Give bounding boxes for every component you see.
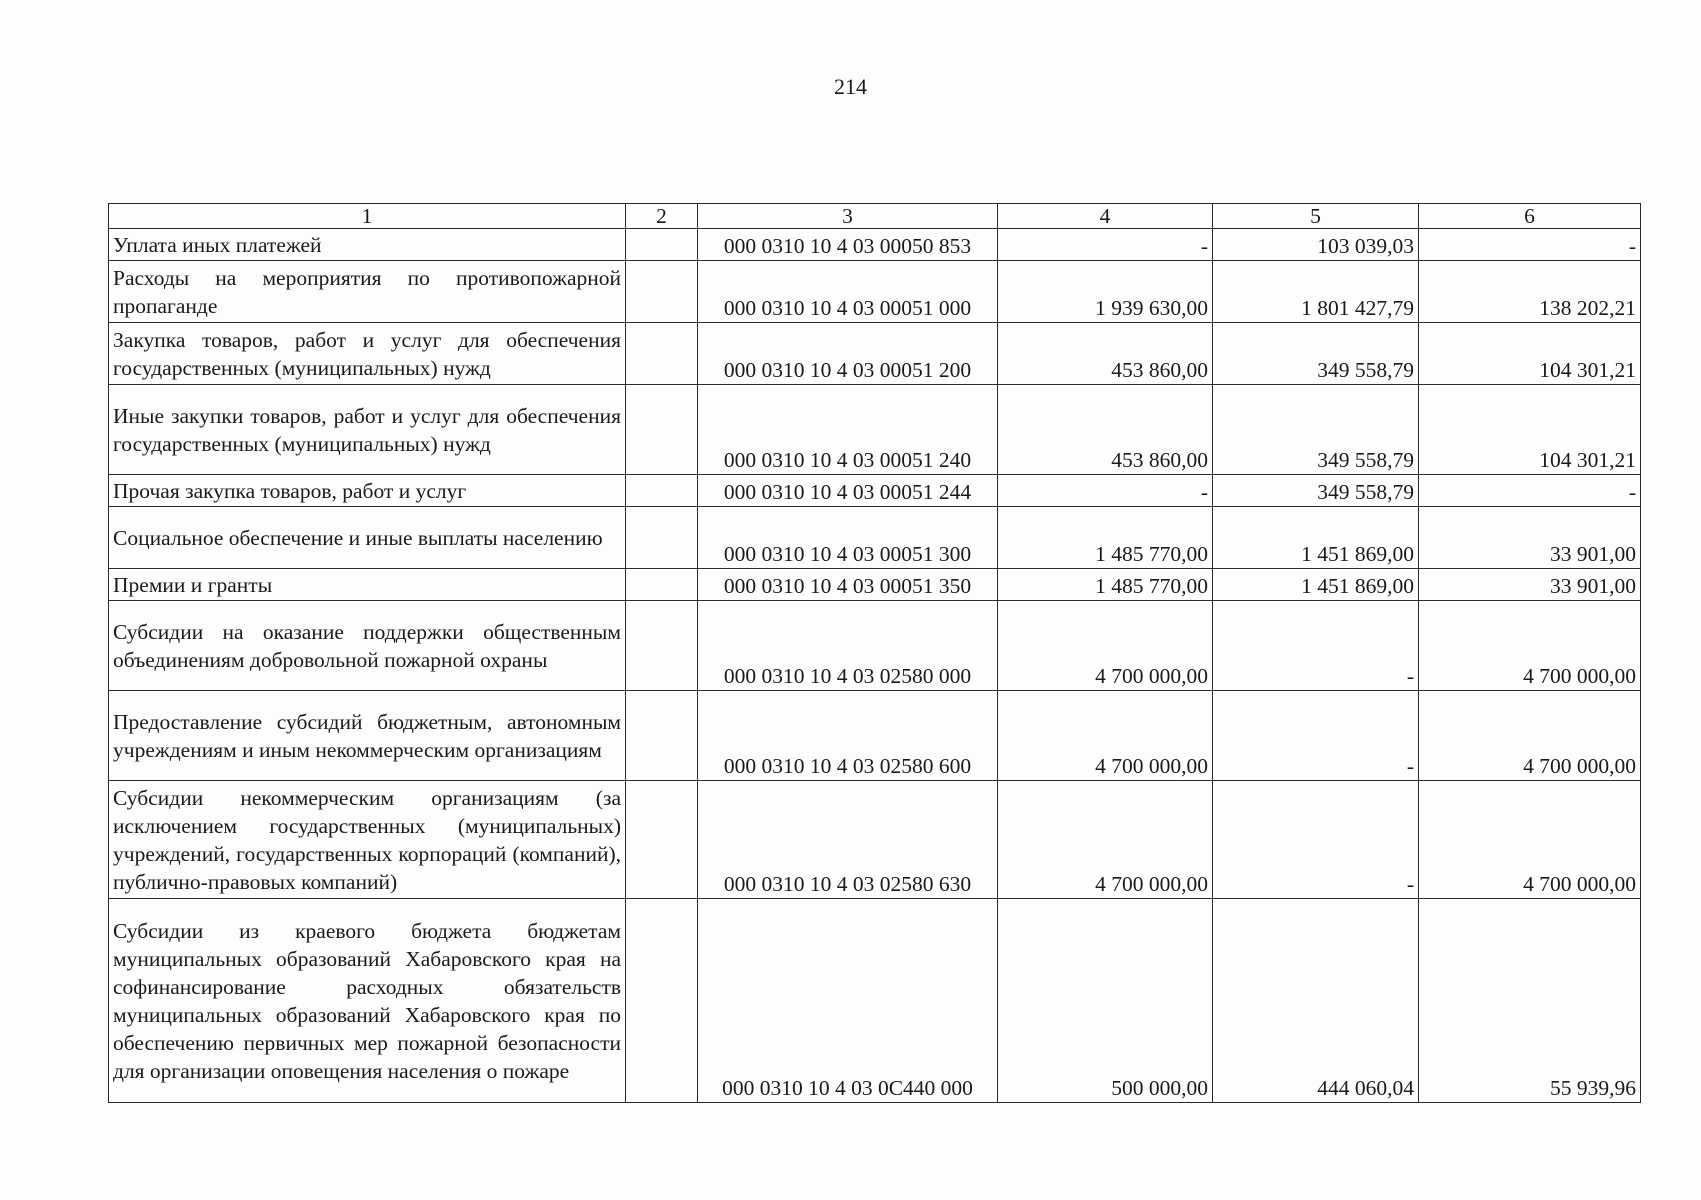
row-value-4: 453 860,00 (998, 323, 1213, 385)
row-value-6: 4 700 000,00 (1419, 691, 1641, 781)
row-value-4: 1 485 770,00 (998, 569, 1213, 601)
row-value-5: 349 558,79 (1213, 385, 1419, 475)
row-value-4: 4 700 000,00 (998, 691, 1213, 781)
row-value-4: 4 700 000,00 (998, 781, 1213, 899)
table-row (109, 691, 1641, 781)
table-row (109, 229, 1641, 261)
row-col2 (626, 261, 698, 323)
row-value-4: 1 485 770,00 (998, 507, 1213, 569)
row-col2 (626, 229, 698, 261)
row-name: Иные закупки товаров, работ и услуг для обеспечения государственных (муниципальных) нужд (109, 385, 626, 475)
row-value-4: - (998, 475, 1213, 507)
table-row (109, 569, 1641, 601)
budget-table (108, 203, 1641, 1103)
row-value-6: - (1419, 475, 1641, 507)
row-code: 000 0310 10 4 03 00050 853 (698, 229, 998, 261)
row-value-5: 444 060,04 (1213, 899, 1419, 1103)
header-col-4: 4 (998, 204, 1213, 229)
row-value-6: 104 301,21 (1419, 385, 1641, 475)
row-value-4: 453 860,00 (998, 385, 1213, 475)
row-col2 (626, 691, 698, 781)
row-name: Расходы на мероприятия по противопожарной пропаганде (109, 261, 626, 323)
row-value-6: - (1419, 229, 1641, 261)
row-value-6: 55 939,96 (1419, 899, 1641, 1103)
row-name: Прочая закупка товаров, работ и услуг (109, 475, 626, 507)
row-col2 (626, 569, 698, 601)
table-row (109, 781, 1641, 899)
row-col2 (626, 507, 698, 569)
row-name: Премии и гранты (109, 569, 626, 601)
row-col2 (626, 385, 698, 475)
header-col-3: 3 (698, 204, 998, 229)
row-name: Субсидии на оказание поддержки общественным объединениям добровольной пожарной охраны (109, 601, 626, 691)
row-col2 (626, 601, 698, 691)
row-name: Социальное обеспечение и иные выплаты населению (109, 507, 626, 569)
row-value-5: 349 558,79 (1213, 475, 1419, 507)
row-code: 000 0310 10 4 03 02580 600 (698, 691, 998, 781)
row-value-5: 1 451 869,00 (1213, 507, 1419, 569)
row-value-6: 138 202,21 (1419, 261, 1641, 323)
table-row (109, 601, 1641, 691)
row-code: 000 0310 10 4 03 0C440 000 (698, 899, 998, 1103)
row-name: Предоставление субсидий бюджетным, автономным учреждениям и иным некоммерческим организациям (109, 691, 626, 781)
page-number: 214 (834, 74, 867, 99)
row-value-4: 1 939 630,00 (998, 261, 1213, 323)
row-name: Субсидии из краевого бюджета бюджетам муниципальных образований Хабаровского края на софинансирование расходных обязательств муниципальных образований Хабаровского края по обеспечению первичных мер пожарной безопасности для организации оповещения населения о пожаре (109, 899, 626, 1103)
row-code: 000 0310 10 4 03 00051 244 (698, 475, 998, 507)
row-code: 000 0310 10 4 03 00051 350 (698, 569, 998, 601)
row-name: Субсидии некоммерческим организациям (за исключением государственных (муниципальных) учреждений, государственных корпораций (компаний), публично-правовых компаний) (109, 781, 626, 899)
row-value-4: 4 700 000,00 (998, 601, 1213, 691)
row-value-5: - (1213, 601, 1419, 691)
row-code: 000 0310 10 4 03 02580 630 (698, 781, 998, 899)
row-value-6: 104 301,21 (1419, 323, 1641, 385)
row-value-4: - (998, 229, 1213, 261)
row-col2 (626, 781, 698, 899)
row-value-6: 4 700 000,00 (1419, 781, 1641, 899)
row-value-5: - (1213, 691, 1419, 781)
row-name: Уплата иных платежей (109, 229, 626, 261)
row-value-5: 103 039,03 (1213, 229, 1419, 261)
row-col2 (626, 323, 698, 385)
row-code: 000 0310 10 4 03 00051 000 (698, 261, 998, 323)
header-row (109, 204, 1641, 229)
table-row (109, 507, 1641, 569)
row-value-5: 1 801 427,79 (1213, 261, 1419, 323)
table-row (109, 323, 1641, 385)
row-code: 000 0310 10 4 03 00051 200 (698, 323, 998, 385)
table-row (109, 899, 1641, 1103)
header-col-1: 1 (109, 204, 626, 229)
header-col-2: 2 (626, 204, 698, 229)
header-col-6: 6 (1419, 204, 1641, 229)
row-value-4: 500 000,00 (998, 899, 1213, 1103)
row-col2 (626, 475, 698, 507)
row-value-6: 33 901,00 (1419, 507, 1641, 569)
header-col-5: 5 (1213, 204, 1419, 229)
row-value-5: - (1213, 781, 1419, 899)
row-code: 000 0310 10 4 03 00051 240 (698, 385, 998, 475)
row-name: Закупка товаров, работ и услуг для обеспечения государственных (муниципальных) нужд (109, 323, 626, 385)
row-value-6: 4 700 000,00 (1419, 601, 1641, 691)
row-col2 (626, 899, 698, 1103)
row-value-6: 33 901,00 (1419, 569, 1641, 601)
row-code: 000 0310 10 4 03 02580 000 (698, 601, 998, 691)
row-value-5: 1 451 869,00 (1213, 569, 1419, 601)
table-row (109, 385, 1641, 475)
row-code: 000 0310 10 4 03 00051 300 (698, 507, 998, 569)
row-value-5: 349 558,79 (1213, 323, 1419, 385)
table-row (109, 261, 1641, 323)
table-row (109, 475, 1641, 507)
